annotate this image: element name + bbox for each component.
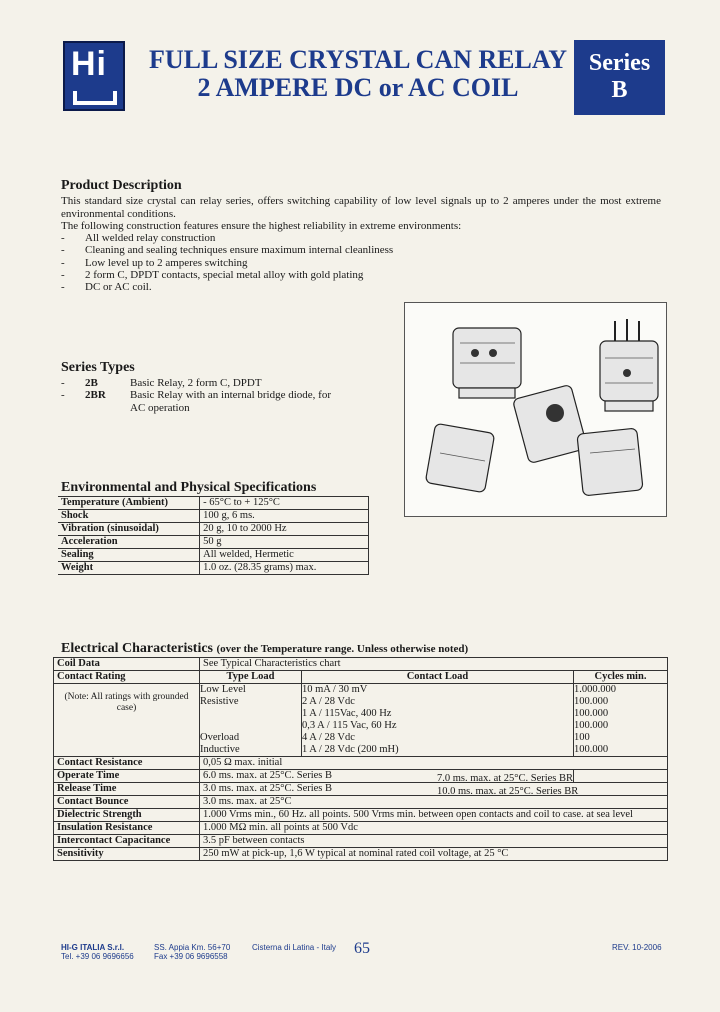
footer-address: SS. Appia Km. 56+70 Fax +39 06 9696558: [154, 943, 231, 961]
electrical-heading: Electrical Characteristics (over the Temperature range. Unless otherwise noted): [61, 641, 469, 656]
series-badge: [574, 40, 665, 115]
page-title: [140, 46, 576, 102]
series-types-list: [61, 377, 340, 414]
table-row: Sensitivity 250 mW at pick-up, 1,6 W typical at nominal rated coil voltage, at 25 °C: [54, 848, 668, 861]
table-row: Acceleration 50 g: [58, 536, 369, 549]
list-item: - All welded relay construction: [61, 232, 216, 244]
revision: REV. 10-2006: [612, 943, 662, 952]
list-item: - Low level up to 2 amperes switching: [61, 256, 248, 269]
table-row: Contact Bounce 3.0 ms. max. at 25°C: [54, 796, 668, 809]
electrical-table: [53, 657, 668, 861]
environmental-heading: Environmental and Physical Specifications: [61, 480, 317, 495]
series-types-heading: Series Types: [61, 360, 135, 375]
electrical-heading-note: (over the Temperature range. Unless otherwise noted): [216, 643, 469, 655]
title-line-2: 2 AMPERE DC or AC COIL: [197, 73, 519, 102]
list-item: - DC or AC coil.: [61, 281, 152, 294]
table-row: Sealing All welded, Hermetic: [58, 549, 369, 562]
list-item: - Cleaning and sealing techniques ensure maximum internal cleanliness: [61, 244, 394, 257]
page-number: 65: [354, 940, 370, 957]
logo-bar: [73, 91, 117, 105]
ratings-note: (Note: All ratings with grounded case): [54, 684, 200, 757]
product-description-para1: This standard size crystal can relay series, offers switching capability of low level signals up to 2 amperes under the most extreme environmental conditions.: [61, 195, 661, 220]
feature-list: [61, 232, 421, 293]
table-row: Contact Resistance 0,05 Ω max. initial: [54, 757, 668, 770]
company-logo: [63, 41, 125, 111]
list-item: - 2 form C, DPDT contacts, special metal alloy with gold plating: [61, 268, 364, 281]
title-line-1: FULL SIZE CRYSTAL CAN RELAY: [148, 45, 568, 74]
table-row: Coil Data See Typical Characteristics chart: [54, 658, 668, 671]
product-description-para2: The following construction features ensure the highest reliability in extreme environments:: [61, 220, 462, 232]
environmental-table: [58, 496, 369, 575]
table-row: Shock 100 g, 6 ms.: [58, 510, 369, 523]
table-row: Insulation Resistance 1.000 MΩ min. all points at 500 Vdc: [54, 822, 668, 835]
product-description-heading: Product Description: [61, 178, 182, 193]
list-item: - 2BR Basic Relay with an internal bridge diode, for AC operation: [61, 389, 331, 414]
logo-text: Hi: [71, 45, 107, 83]
table-row: (Note: All ratings with grounded case) Low Level Resistive Overload Inductive 10 mA / 30 mV 2 A / 28 Vdc 1 A / 115Vac, 400 Hz 0,3 A / 115 Vac, 60 Hz 4 A / 28 Vdc 1 A / 28 Vdc (200 mH) 1.000.000 100.000 100.000 100.000 100 100.000: [54, 684, 668, 757]
footer-city: Cisterna di Latina - Italy: [252, 943, 337, 952]
table-row: Weight 1.0 oz. (28.35 grams) max.: [58, 562, 369, 575]
operate-time-br: 7.0 ms. max. at 25°C. Series BR: [437, 773, 574, 784]
release-time-br: 10.0 ms. max. at 25°C. Series BR: [437, 786, 579, 797]
table-row: Operate Time 6.0 ms. max. at 25°C. Series B: [54, 770, 668, 783]
table-row: Temperature (Ambient) - 65°C to + 125°C: [58, 497, 369, 510]
table-row: Intercontact Capacitance 3.5 pF between contacts: [54, 835, 668, 848]
relay-illustration: [405, 303, 668, 518]
table-row: Contact Rating Type Load Contact Load Cycles min.: [54, 671, 668, 684]
list-item: - 2B Basic Relay, 2 form C, DPDT: [61, 377, 262, 389]
footer-company: HI-G ITALIA S.r.l. Tel. +39 06 9696656: [61, 943, 134, 961]
series-letter: B: [611, 77, 628, 103]
relay-product-photo: [404, 302, 667, 517]
series-label: Series: [588, 50, 651, 76]
table-row: Release Time 3.0 ms. max. at 25°C. Series B: [54, 783, 668, 796]
table-row: Vibration (sinusoidal) 20 g, 10 to 2000 Hz: [58, 523, 369, 536]
table-row: Dielectric Strength 1.000 Vrms min., 60 Hz. all points. 500 Vrms min. between open contacts and coil to case. at sea level: [54, 809, 668, 822]
